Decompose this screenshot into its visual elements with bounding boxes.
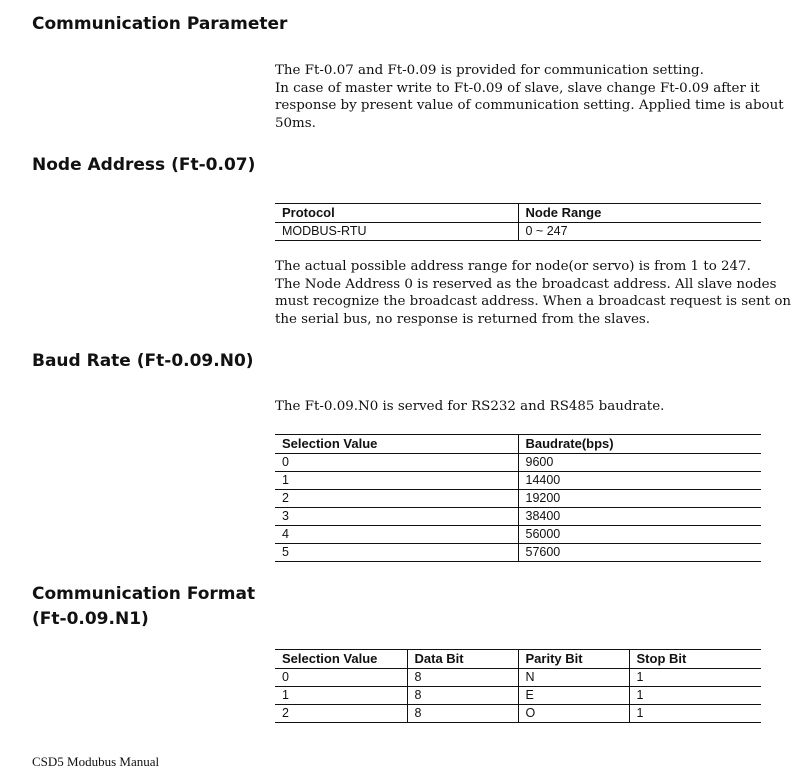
table-cell: 4 [282,527,289,541]
baud-rate-table [275,434,761,562]
table-cell: 0 [282,455,289,469]
node-address-table [275,203,761,241]
communication-format-table [275,649,761,723]
table-cell: 1 [629,669,761,687]
table-cell: N [518,669,629,687]
page-footer: CSD5 Modubus Manual [32,754,160,769]
table-row [275,454,761,472]
column-header: Stop Bit [629,650,761,669]
paragraph-line: The actual possible address range for node(or servo) is from 1 to 247. [275,259,751,274]
column-header: Data Bit [407,650,518,669]
table-cell: 3 [282,509,289,523]
table-row [275,544,761,562]
table-cell: 19200 [518,490,761,508]
table-row [275,490,761,508]
table-cell: 1 [629,687,761,705]
table-cell: 57600 [518,544,761,562]
table-cell: 0 [282,670,289,684]
section-heading-baud-rate: Baud Rate (Ft-0.09.N0) [32,351,254,371]
table-header-row [275,435,761,454]
column-header: Selection Value [282,651,378,666]
table-cell: 8 [407,705,518,723]
table-cell: E [518,687,629,705]
table-cell: 1 [629,705,761,723]
section-heading-communication-format [32,582,255,632]
table-cell: 2 [282,706,289,720]
table-cell: 1 [282,688,289,702]
table-cell: 56000 [518,526,761,544]
table-cell: 0 ~ 247 [518,223,761,241]
table-cell: 14400 [518,472,761,490]
column-header: Baudrate(bps) [518,435,761,454]
column-header: Parity Bit [518,650,629,669]
table-cell: O [518,705,629,723]
paragraph-line: The Node Address 0 is reserved as the broadcast address. All slave nodes [275,276,777,292]
heading-line: (Ft-0.09.N1) [32,609,149,629]
table-cell: 1 [282,473,289,487]
column-header: Selection Value [282,436,378,451]
paragraph-line: In case of master write to Ft-0.09 of slave, slave change Ft-0.09 after it [275,80,760,96]
paragraph-line: The Ft-0.09.N0 is served for RS232 and RS485 baudrate. [275,399,665,414]
heading-line: Communication Format [32,584,256,604]
baud-rate-paragraph [275,398,745,416]
section-heading-node-address: Node Address (Ft-0.07) [32,155,256,175]
table-row [275,687,761,705]
paragraph-line: must recognize the broadcast address. When a broadcast request is sent on [275,294,792,309]
table-header-row [275,204,761,223]
table-row [275,669,761,687]
table-row [275,526,761,544]
table-cell: 38400 [518,508,761,526]
table-cell: 2 [282,491,289,505]
table-cell: 9600 [518,454,761,472]
node-address-paragraph [275,258,792,328]
table-cell: 5 [282,545,289,559]
table-cell: MODBUS-RTU [282,224,367,238]
table-cell: 8 [407,669,518,687]
column-header: Protocol [282,205,335,220]
table-row [275,705,761,723]
paragraph-line: response by present value of communication setting. Applied time is about [275,98,784,113]
paragraph-line: the serial bus, no response is returned from the slaves. [275,311,651,327]
table-cell: 8 [407,687,518,705]
paragraph-line: 50ms. [275,115,316,131]
table-row [275,472,761,490]
table-row [275,223,761,241]
table-row [275,508,761,526]
table-header-row [275,650,761,669]
paragraph-line: The Ft-0.07 and Ft-0.09 is provided for communication setting. [275,63,704,78]
column-header: Node Range [518,204,761,223]
communication-parameter-paragraph [275,62,784,132]
section-heading-communication-parameter: Communication Parameter [32,14,288,34]
